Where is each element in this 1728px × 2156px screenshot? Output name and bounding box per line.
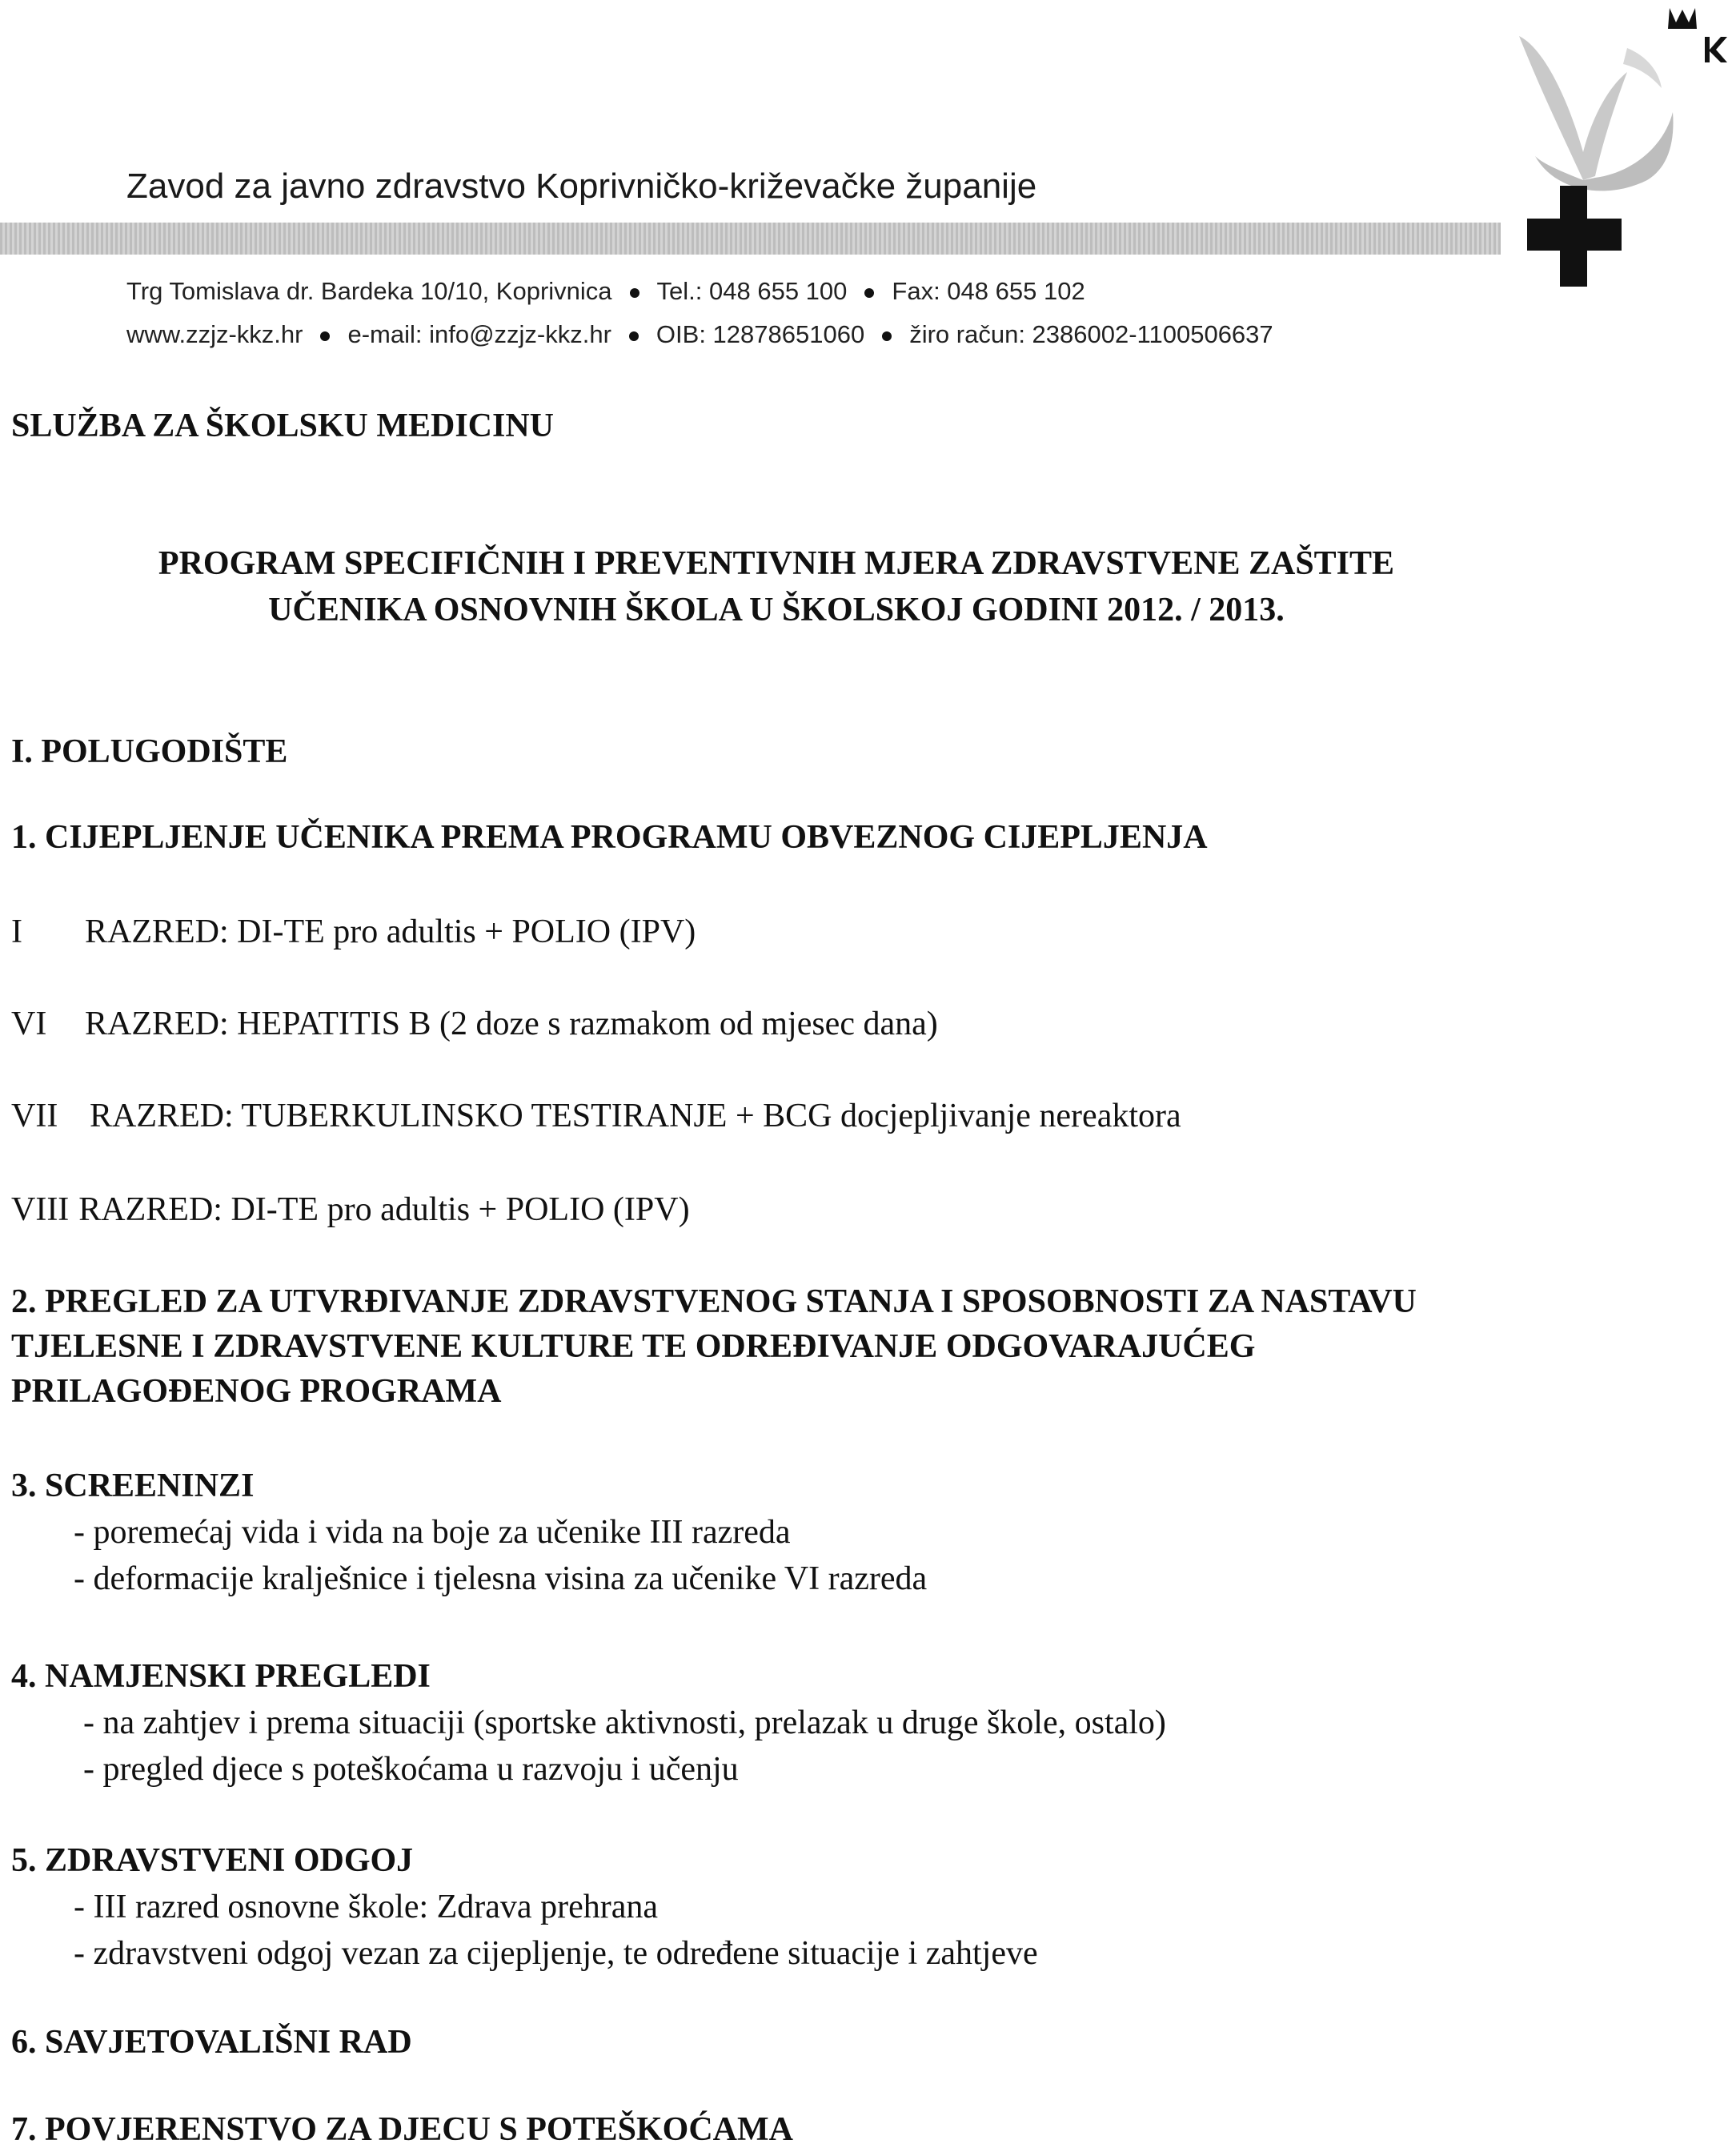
section-3-heading: 3. SCREENINZI xyxy=(11,1467,255,1504)
address-text: Trg Tomislava dr. Bardeka 10/10, Koprivnica xyxy=(126,277,612,305)
program-title xyxy=(0,540,1553,633)
section-1-heading: 1. CIJEPLJENJE UČENIKA PREMA PROGRAMU OBVEZNOG CIJEPLJENJA xyxy=(11,819,1208,856)
section-2-heading: 2. PREGLED ZA UTVRĐIVANJE ZDRAVSTVENOG STANJA I SPOSOBNOSTI ZA NASTAVU TJELESNE I ZDRAVSTVENE KULTURE TE ODREĐIVANJE ODGOVARAJUĆEG PRILAGOĐENOG PROGRAMA xyxy=(11,1283,1417,1410)
institution-logo xyxy=(1487,0,1728,296)
service-title: SLUŽBA ZA ŠKOLSKU MEDICINU xyxy=(11,408,555,444)
phone-text: Tel.: 048 655 100 xyxy=(656,277,848,305)
list-item: - na zahtjev i prema situaciji (sportske aktivnosti, prelazak u druge škole, ostalo) xyxy=(83,1704,1166,1741)
account-text: žiro račun: 2386002-1100506637 xyxy=(909,320,1273,348)
list-item: - pregled djece s poteškoćama u razvoju i učenju xyxy=(83,1751,739,1788)
contact-line-2 xyxy=(126,320,1273,349)
section-4-heading: 4. NAMJENSKI PREGLEDI xyxy=(11,1658,431,1695)
bullet-dot xyxy=(630,288,639,298)
institution-name: Zavod za javno zdravstvo Koprivničko-križevačke županije xyxy=(126,167,1037,206)
header-divider-bar xyxy=(0,223,1501,255)
section-6-heading: 6. SAVJETOVALIŠNI RAD xyxy=(11,2024,412,2061)
list-item: - III razred osnovne škole: Zdrava prehrana xyxy=(74,1889,658,1925)
vaccination-row xyxy=(11,913,696,951)
contact-line-1 xyxy=(126,277,1085,306)
list-item: - poremećaj vida i vida na boje za učenike III razreda xyxy=(74,1514,791,1551)
program-title-line-1: PROGRAM SPECIFIČNIH I PREVENTIVNIH MJERA ZDRAVSTVENE ZAŠTITE xyxy=(158,545,1395,582)
program-title-line-2: UČENIKA OSNOVNIH ŠKOLA U ŠKOLSKOJ GODINI 2012. / 2013. xyxy=(268,592,1285,628)
vaccination-text: RAZRED: DI-TE pro adultis + POLIO (IPV) xyxy=(85,913,696,950)
vaccination-text: RAZRED: TUBERKULINSKO TESTIRANJE + BCG docjepljivanje nereaktora xyxy=(90,1098,1181,1134)
list-item: - zdravstveni odgoj vezan za cijepljenje, te određene situacije i zahtjeve xyxy=(74,1935,1038,1972)
list-item: - deformacije kralješnice i tjelesna visina za učenike VI razreda xyxy=(74,1560,928,1597)
semester-heading: I. POLUGODIŠTE xyxy=(11,733,288,770)
grade-number: I xyxy=(11,913,22,950)
grade-number: VII xyxy=(11,1098,58,1134)
oib-text: OIB: 12878651060 xyxy=(656,320,865,348)
vaccination-text: RAZRED: HEPATITIS B (2 doze s razmakom od mjesec dana) xyxy=(85,1006,938,1042)
vaccination-row xyxy=(11,1097,1181,1135)
section-7-heading: 7. POVJERENSTVO ZA DJECU S POTEŠKOĆAMA xyxy=(11,2111,793,2148)
vaccination-row xyxy=(11,1190,690,1229)
bullet-dot xyxy=(629,331,639,341)
bullet-dot xyxy=(864,288,874,298)
grade-number: VIII xyxy=(11,1191,70,1228)
bullet-dot xyxy=(882,331,892,341)
section-5-heading: 5. ZDRAVSTVENI ODGOJ xyxy=(11,1842,414,1879)
grade-number: VI xyxy=(11,1006,47,1042)
fax-text: Fax: 048 655 102 xyxy=(892,277,1085,305)
vaccination-row xyxy=(11,1005,938,1043)
bullet-dot xyxy=(320,331,330,341)
logo-graphic xyxy=(1487,0,1728,296)
website-text: www.zzjz-kkz.hr xyxy=(126,320,303,348)
email-text: e-mail: info@zzjz-kkz.hr xyxy=(347,320,611,348)
vaccination-text: RAZRED: DI-TE pro adultis + POLIO (IPV) xyxy=(78,1191,690,1228)
